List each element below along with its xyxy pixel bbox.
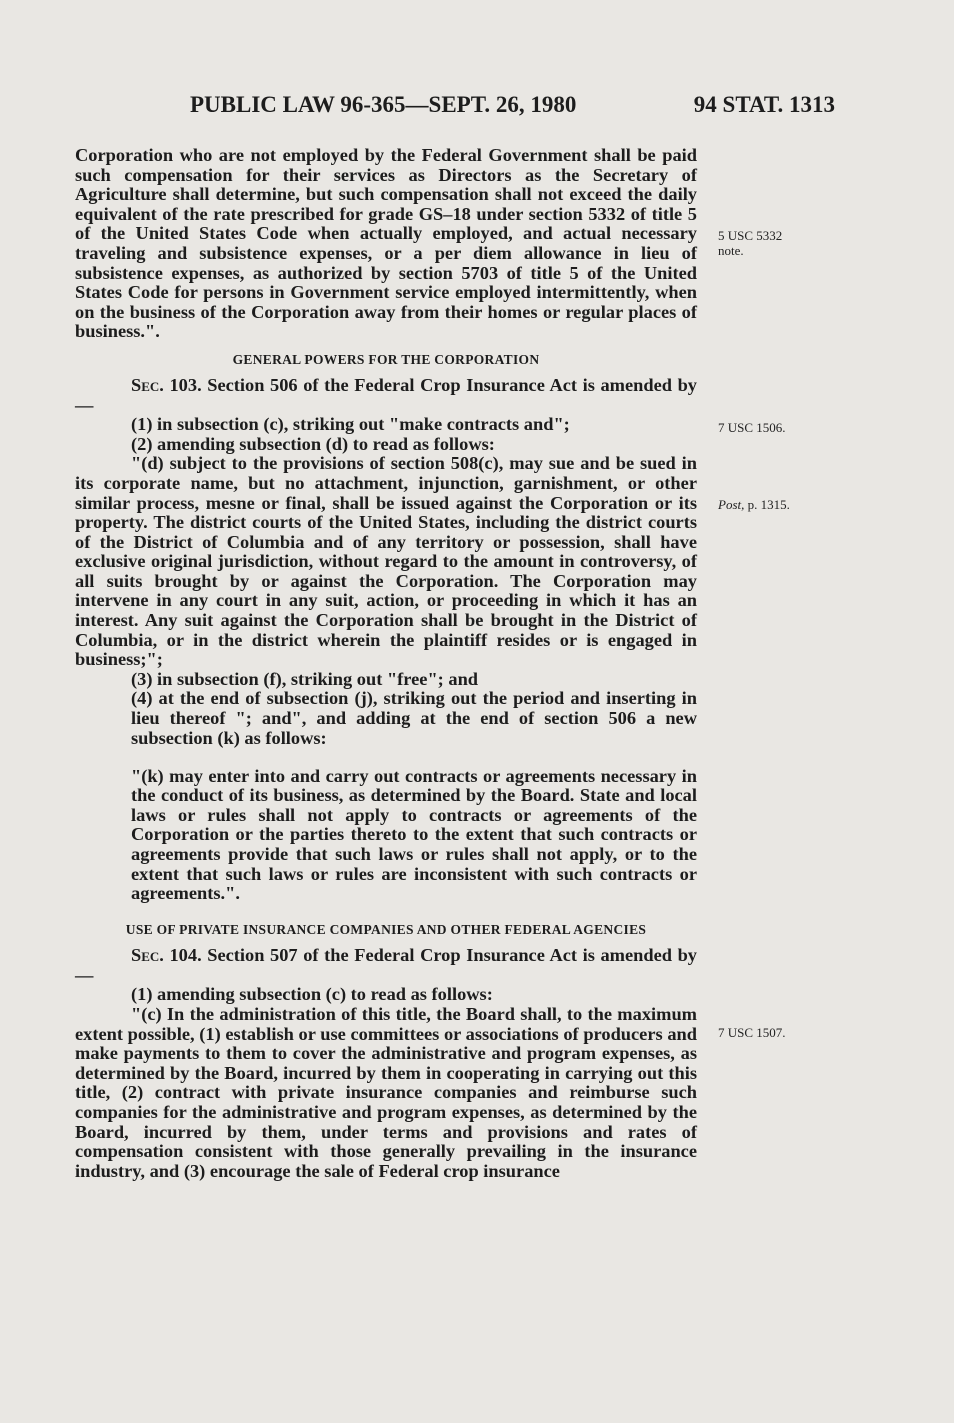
paragraph-continued: Corporation who are not employed by the Federal Government shall be paid such compensation for their services as Directors as the Secretary of Agriculture shall determine, but such compensation shall not exceed the daily equivalent of the rate prescribed for grade GS–18 under section 5332 of title 5 of the United States Code when actually employed, and actual necessary traveling and subsistence expenses, or a per diem allowance in lieu of subsistence expenses, as authorized by section 5703 of title 5 of the United States Code for persons in Government service employed intermittently, when on the business of the Corporation away from their homes or regular places of business.". — [75, 145, 697, 342]
section-104-item-1: (1) amending subsection (c) to read as follows: — [131, 984, 493, 1005]
running-head — [75, 92, 835, 122]
post-rest: p. 1315. — [744, 497, 790, 512]
margin-note-line: note. — [718, 243, 744, 258]
post-italic: Post, — [718, 497, 745, 512]
section-103-item-2: (2) amending subsection (d) to read as follows: — [131, 433, 495, 454]
sec-103-text: 103. Section 506 of the Federal Crop Insurance Act is amended by— — [75, 374, 697, 415]
margin-note-post-p1315 — [718, 497, 790, 512]
subsection-c-text: "(c) In the administration of this title, the Board shall, to the maximum extent possible, (1) establish or use committees or associations of producers and make payments to them to cover the administrative and program expenses, as determined by the Board, incurred by them in cooperating in carrying out this title, (2) contract with private insurance companies and reimburse such companies for the administrative and program expenses, as determined by the Board, incurred by them, under terms and provisions and rates of compensation consistent with those generally prevailing in the insurance industry, and (3) encourage the sale of Federal crop insurance — [75, 1003, 697, 1181]
sec-label: Sec. — [131, 374, 164, 395]
section-104-intro — [75, 946, 697, 985]
section-103-item-1: (1) in subsection (c), striking out "make contracts and"; — [131, 414, 570, 435]
section-103-item-4: (4) at the end of subsection (j), striking out the period and inserting in lieu thereof "; and", and adding at the end of section 506 a new subsection (k) as follows: — [131, 688, 697, 748]
sec-104-text: 104. Section 507 of the Federal Crop Insurance Act is amended by— — [75, 945, 697, 985]
section-heading-private-insurance: USE OF PRIVATE INSURANCE COMPANIES AND OTHER FEDERAL AGENCIES — [125, 922, 647, 938]
section-103-item-3: (3) in subsection (f), striking out "free"; and — [131, 668, 479, 689]
margin-note-5usc5332 — [718, 228, 782, 258]
margin-note-7usc1507: 7 USC 1507. — [718, 1025, 786, 1040]
margin-note-line: 5 USC 5332 — [718, 228, 783, 243]
body-text — [75, 146, 697, 1181]
sec-label: Sec. — [131, 945, 164, 966]
section-heading-general-powers: GENERAL POWERS FOR THE CORPORATION — [232, 351, 540, 367]
public-law-title: PUBLIC LAW 96-365—SEPT. 26, 1980 — [190, 92, 577, 117]
margin-note-7usc1506: 7 USC 1506. — [718, 420, 786, 435]
section-103-intro — [75, 376, 697, 415]
subsection-k-text: "(k) may enter into and carry out contracts or agreements necessary in the conduct of its business, as determined by the Board. State and local laws or rules shall not apply to contracts or agreements of the Corporation or the parties thereto to the extent that such contracts or agreements provide that such laws or rules shall not apply, or to the extent that such laws or rules are inconsistent with such contracts or agreements.". — [131, 765, 697, 904]
subsection-d-text: "(d) subject to the provisions of section 508(c), may sue and be sued in its corporate name, but no attachment, injunction, garnishment, or other similar process, mesne or final, shall be issued against the Corporation or its property. The district courts of the United States, including the district courts of the District of Columbia and of any territory or possession, shall have exclusive original jurisdiction, without regard to the amount in controversy, of all suits brought by or against the Corporation. The Corporation may intervene in any court in any suit, action, or proceeding in which it has an interest. Any suit against the Corporation shall be brought in the District of Columbia, or in the district wherein the plaintiff resides or is engaged in business;"; — [75, 453, 697, 670]
statute-page-number: 94 STAT. 1313 — [693, 92, 835, 117]
